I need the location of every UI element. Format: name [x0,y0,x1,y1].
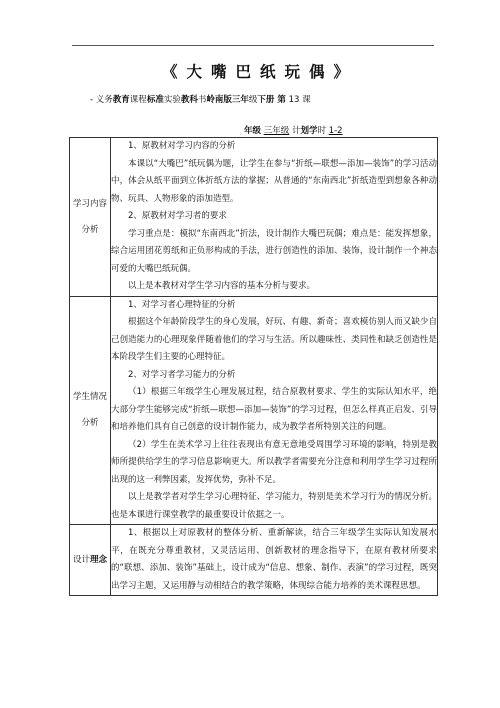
section-student-analysis [70,296,438,525]
paragraph: （1）根据三年级学生心理发展过程，结合原教材要求、学生的实际认知水平，绝大部分学生能够完成“折纸—联想—添加—装饰”的学习过程，但怎么样真正启发、引导和培养他们具有自己创意的设计制作能力，成为教学者所特别关注的问题。 [111,387,437,432]
paragraph: 2、原教材对学习者的要求 [128,211,227,221]
lesson-analysis-table [69,137,438,596]
paragraph: 2、对学习者学习能力的分析 [128,369,236,380]
grade-hours-line: 年级 三年级 计划学时 1-2 [244,126,343,136]
lesson-title: 《大嘴巴纸玩偶》 [161,63,358,81]
paragraph: 1、根据以上对原教材的整体分析、重新解读，结合三年级学生实际认知发展水平，在既充分尊重教材，又灵活运用、创新教材的理念指导下，在原有教材所要求的“联想、添加、装饰”基础上，设计成为“信息、想象、制作、表演”的学习过程，既突出学习主题，又运用静与动相结合的教学策略，体现综合能力培养的美术课程思想。 [111,528,437,591]
section-head: 学习内容 分析 [70,138,111,297]
grade-label: 年级 [244,126,262,136]
paragraph: 本课以“大嘴巴”纸玩偶为题，让学生在参与“折纸—联想—添加—装饰”的学习活动中，体会从纸平面到立体折纸方法的掌握；从普通的“东南西北”折纸造型到想象各种动物、玩具、人物形象的添加造型。 [111,158,437,204]
paragraph: 1、原教材对学习内容的分析 [128,141,236,151]
grade-value: 三年级 [263,126,290,136]
section-design-concept [70,525,438,596]
hours-value: 1-2 [328,126,343,136]
paragraph: 1、对学习者心理特征的分析 [128,299,236,310]
section-head: 学生情况 分析 [70,296,111,525]
top-rule [72,45,434,46]
section-content-analysis [70,138,438,297]
paragraph: 根据这个年龄阶段学生的身心发展，好玩、有趣、新奇；喜欢模仿别人而又缺少自己创造能力的心理现象伴随着他们的学习与生活。所以趣味性、类同性和缺乏创造性是本阶段学生们主要的心理特征。 [111,317,437,362]
paragraph: 以上是本教材对学生学习内容的基本分析与要求。 [128,281,316,291]
paragraph: 以上是教学者对学生学习心理特征、学习能力，特别是美术学习行为的情况分析。也是本课进行课堂教学的最重要设计依据之一。 [111,492,437,520]
section-body [111,525,438,596]
course-subtitle: - 义务教育课程标准实验教科书岭南版三年级下册 第 13 课 [90,95,311,105]
paragraph: （2）学生在美术学习上往往表现出有意无意地受周围学习环境的影响，特别是教师所提供给学生的学习信息影响更大。所以教学者需要充分注意和利用学生学习过程所出现的这一利弊因素，发挥优势，弥补不足。 [111,439,437,485]
section-head: 设计理念 [70,525,111,596]
section-body [111,296,438,525]
section-body [111,138,438,297]
paragraph: 学习重点是：模拟“东南西北”折法，设计制作大嘴巴玩偶；难点是：能发挥想象，综合运用团花剪纸和正负形构成的手法，进行创造性的添加、装饰，设计制作一个神态可爱的大嘴巴纸玩偶。 [111,228,437,274]
